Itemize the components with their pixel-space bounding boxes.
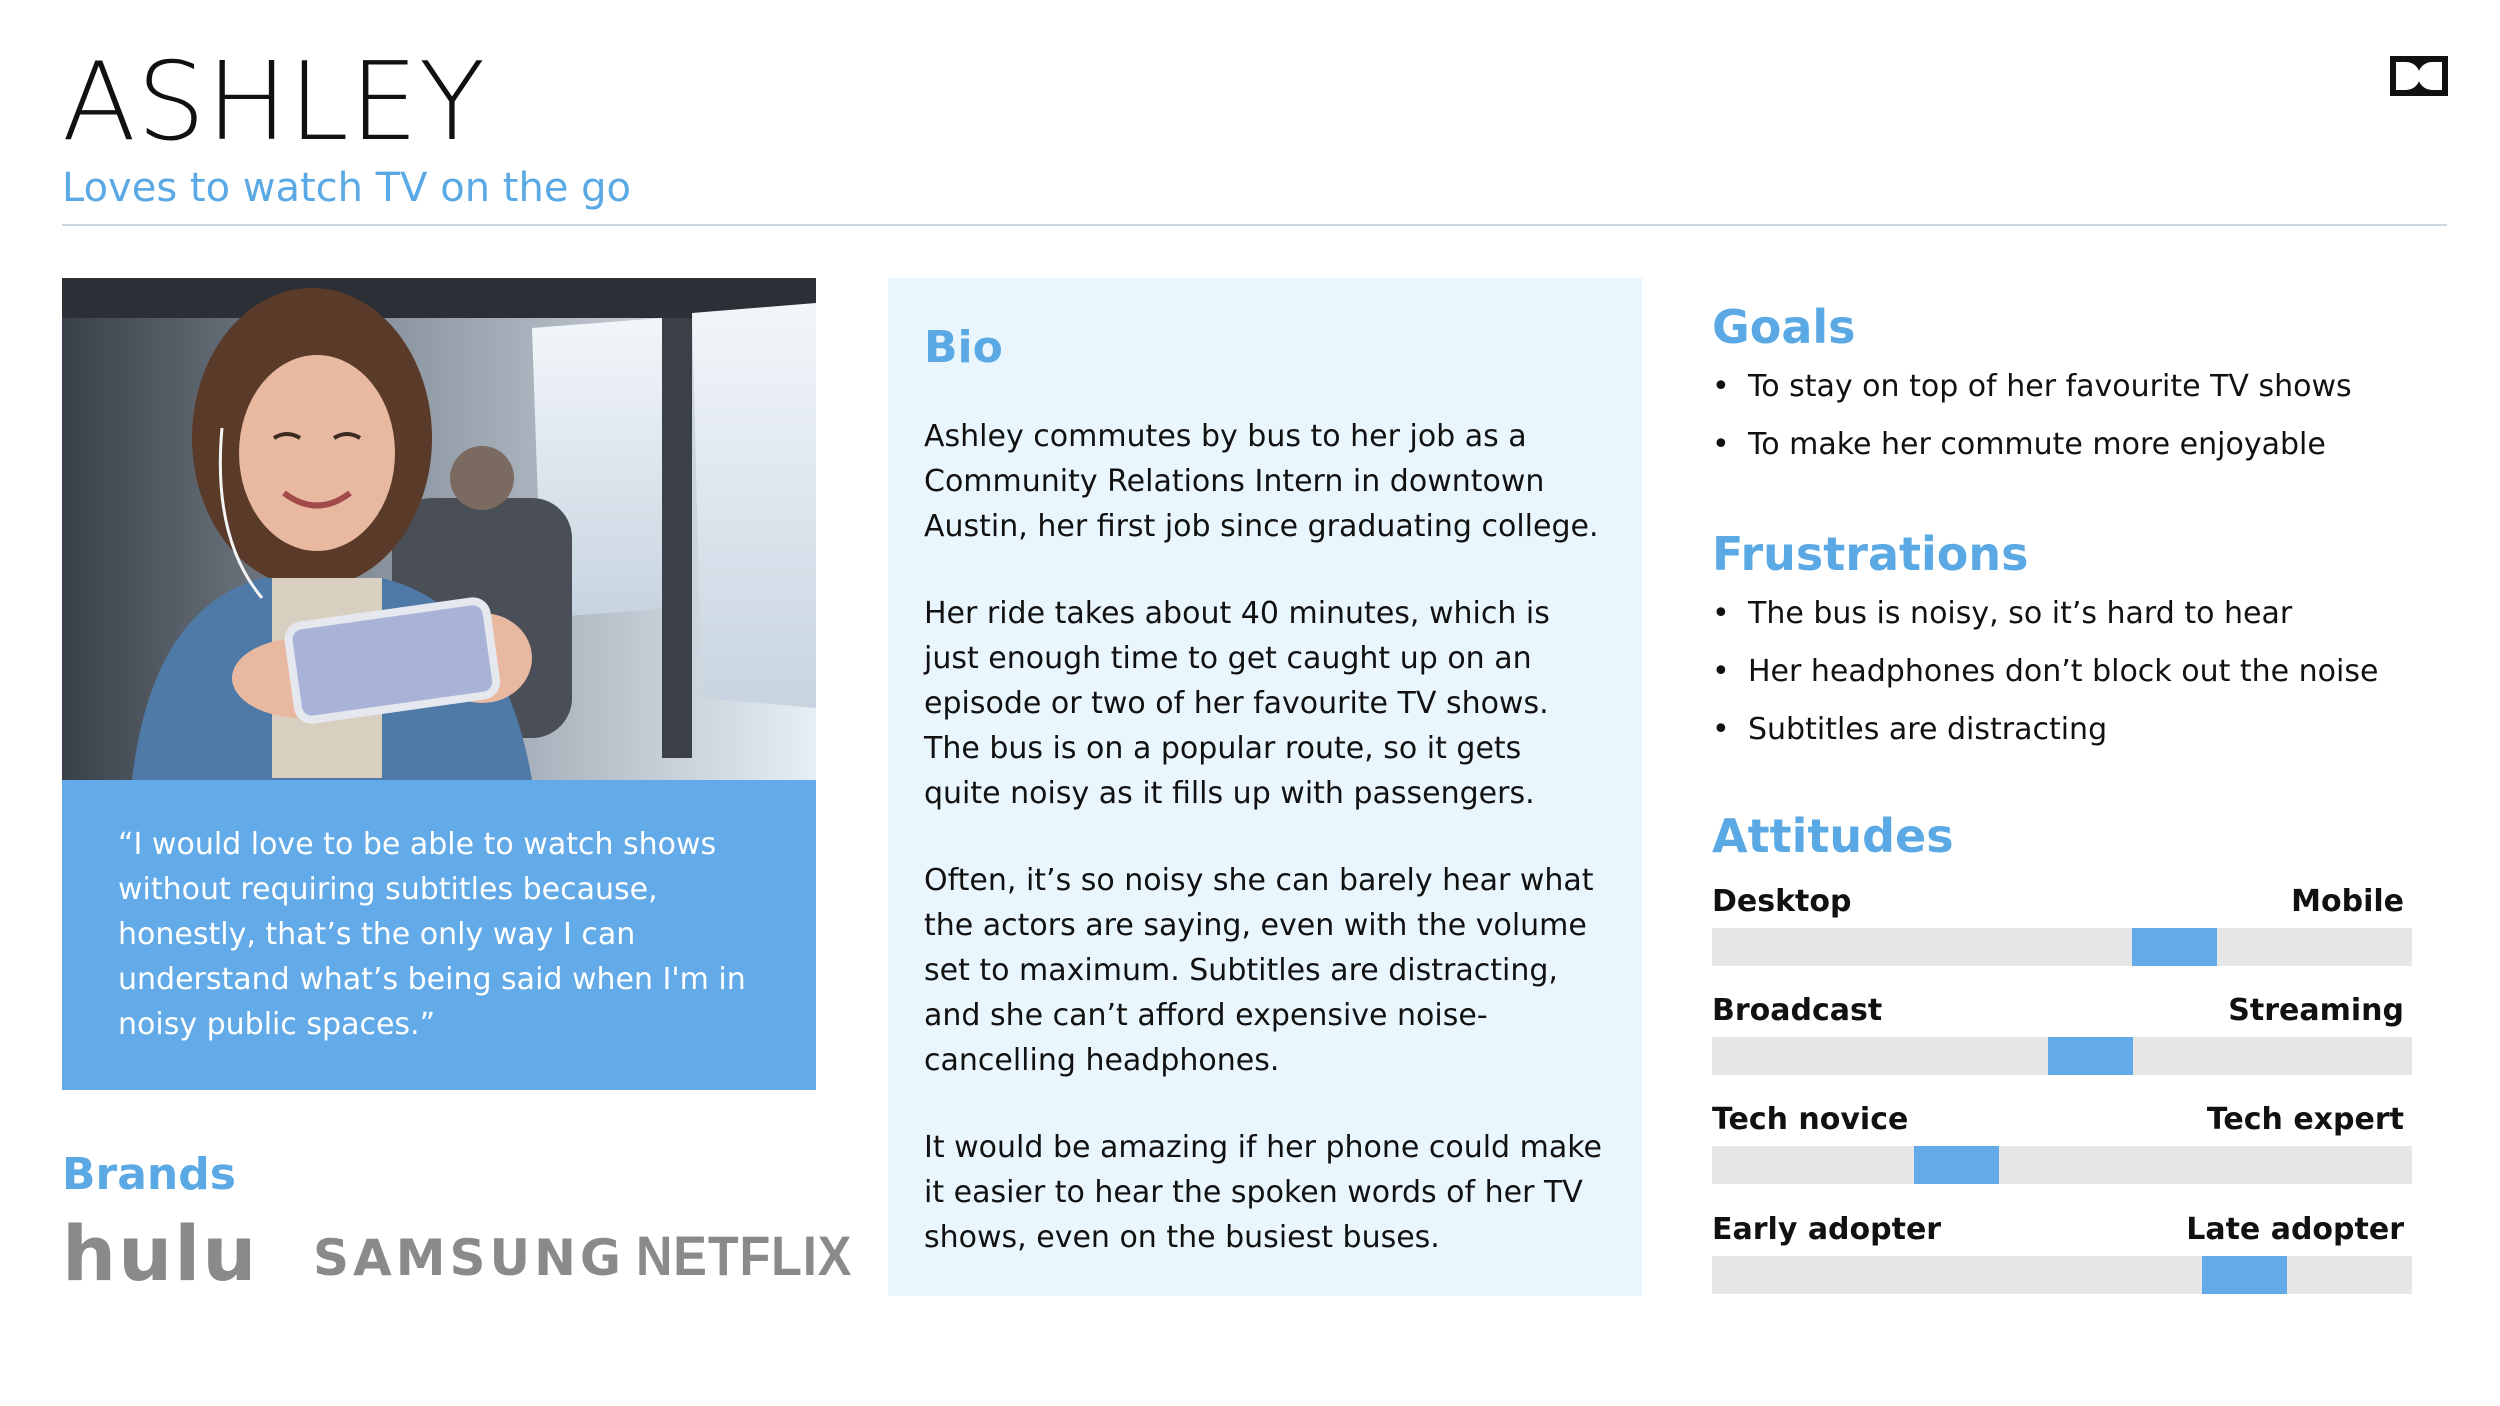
goals-heading: Goals bbox=[1712, 300, 1856, 354]
attitude-broadcast-streaming bbox=[1712, 991, 2412, 1075]
bio-panel bbox=[888, 278, 1642, 1296]
attitude-slider-track bbox=[1712, 1256, 2412, 1294]
attitudes-heading: Attitudes bbox=[1712, 809, 1954, 863]
persona-name: ASHLEY bbox=[62, 40, 487, 165]
goal-text: To make her commute more enjoyable bbox=[1748, 427, 2326, 462]
dolby-logo-icon bbox=[2390, 56, 2448, 96]
frustrations-list bbox=[1712, 585, 2452, 759]
samsung-logo: SAMSUNG bbox=[313, 1229, 625, 1287]
bullet-icon: • bbox=[1712, 712, 1730, 747]
list-item bbox=[1712, 358, 2452, 416]
bullet-icon: • bbox=[1712, 427, 1730, 462]
attitude-left-label: Desktop bbox=[1712, 884, 1852, 919]
attitude-slider-track bbox=[1712, 928, 2412, 966]
persona-tagline: Loves to watch TV on the go bbox=[62, 165, 632, 211]
attitude-adopter bbox=[1712, 1210, 2412, 1294]
attitude-desktop-mobile bbox=[1712, 882, 2412, 966]
attitude-right-label: Streaming bbox=[2228, 993, 2404, 1028]
attitude-slider-marker bbox=[2202, 1256, 2287, 1294]
attitude-slider-track bbox=[1712, 1146, 2412, 1184]
attitude-slider-track bbox=[1712, 1037, 2412, 1075]
attitude-right-label: Tech expert bbox=[2206, 1102, 2404, 1137]
frustration-text: Her headphones don’t block out the noise bbox=[1748, 654, 2379, 689]
attitude-left-label: Early adopter bbox=[1712, 1212, 1942, 1247]
list-item bbox=[1712, 585, 2452, 643]
frustrations-heading: Frustrations bbox=[1712, 527, 2029, 581]
list-item bbox=[1712, 701, 2452, 759]
bio-paragraph: Ashley commutes by bus to her job as a Community Relations Intern in downtown Austin, her first job since graduating college. bbox=[924, 419, 1599, 544]
persona-photo bbox=[62, 278, 816, 780]
attitude-left-label: Broadcast bbox=[1712, 993, 1883, 1028]
quote-box bbox=[62, 780, 816, 1090]
attitude-right-label: Mobile bbox=[2291, 884, 2404, 919]
frustration-text: The bus is noisy, so it’s hard to hear bbox=[1748, 596, 2293, 631]
hulu-logo: hulu bbox=[62, 1209, 259, 1298]
bio-paragraph: Her ride takes about 40 minutes, which is just enough time to get caught up on an episode or two of her favourite TV shows. The bus is on a popular route, so it gets quite noisy as it fills up with passengers. bbox=[924, 596, 1550, 811]
list-item bbox=[1712, 416, 2452, 474]
netflix-logo: NETFLIX bbox=[636, 1224, 853, 1287]
bio-paragraph: It would be amazing if her phone could make it easier to hear the spoken words of her TV shows, even on the busiest buses. bbox=[924, 1130, 1603, 1255]
bio-heading: Bio bbox=[924, 322, 1003, 373]
brands-heading: Brands bbox=[62, 1149, 236, 1200]
bullet-icon: • bbox=[1712, 596, 1730, 631]
goal-text: To stay on top of her favourite TV shows bbox=[1748, 369, 2352, 404]
woman-watching-phone-on-bus-photo bbox=[62, 278, 816, 780]
persona-quote: “I would love to be able to watch shows without requiring subtitles because, honestly, that’s the only way I can understand what’s being said when I'm in noisy public spaces.” bbox=[118, 827, 746, 1042]
attitude-slider-marker bbox=[2132, 928, 2217, 966]
bio-paragraph: Often, it’s so noisy she can barely hear what the actors are saying, even with the volume set to maximum. Subtitles are distracting, and she can’t afford expensive noise-cancelling headphones. bbox=[924, 863, 1594, 1078]
header-divider bbox=[62, 224, 2447, 226]
bullet-icon: • bbox=[1712, 369, 1730, 404]
attitude-slider-marker bbox=[2048, 1037, 2133, 1075]
attitude-left-label: Tech novice bbox=[1712, 1102, 1909, 1137]
attitude-slider-marker bbox=[1914, 1146, 1999, 1184]
goals-list bbox=[1712, 358, 2452, 474]
frustration-text: Subtitles are distracting bbox=[1748, 712, 2108, 747]
list-item bbox=[1712, 643, 2452, 701]
attitude-right-label: Late adopter bbox=[2186, 1212, 2404, 1247]
bullet-icon: • bbox=[1712, 654, 1730, 689]
attitude-tech-level bbox=[1712, 1100, 2412, 1184]
